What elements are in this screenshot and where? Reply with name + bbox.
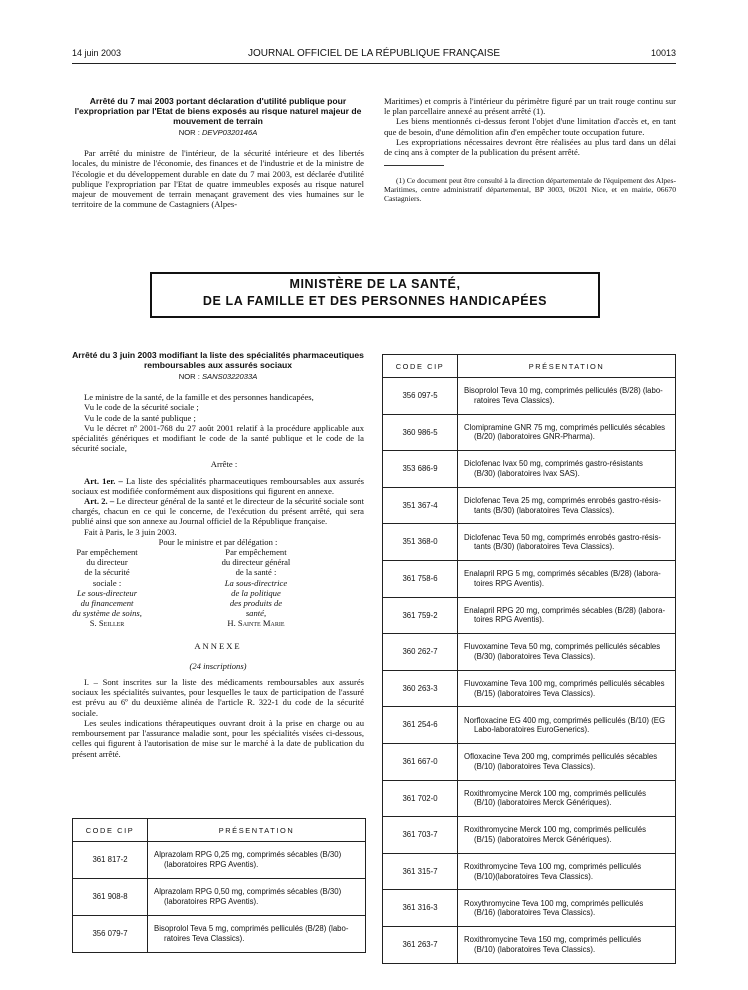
presentation-line: (B/15) (laboratoires Merck Génériques).	[474, 834, 612, 844]
code-cip-cell: 361 817-2	[73, 842, 148, 879]
presentation-cell	[458, 414, 676, 451]
signature-line: des produits de santé,	[229, 598, 283, 619]
presentation-line: Roxithromycine Teva 150 mg, comprimés pelliculés	[464, 935, 642, 945]
article-1-label: Art. 1er. –	[84, 475, 123, 486]
table-row	[73, 916, 366, 953]
signature-name: H. Sainte Marie	[227, 618, 285, 629]
presentation-line: ratoires Teva Classics).	[164, 934, 245, 943]
arrete-liste-nor	[72, 372, 364, 382]
signature-left	[72, 547, 215, 629]
presentation-line: Enalapril RPG 5 mg, comprimés sécables (B/28) (labora-	[464, 569, 661, 579]
signature-line: de la sécurité sociale :	[84, 567, 130, 588]
presentation-line: Roxithromycine Merck 100 mg, comprimés pelliculés	[464, 788, 646, 798]
presentation-cell	[458, 853, 676, 890]
code-cip-cell: 361 908-8	[73, 879, 148, 916]
ministry-heading-line1: MINISTÈRE DE LA SANTÉ,	[289, 277, 461, 291]
arrete-liste-column	[72, 350, 364, 759]
article-1-text: La liste des spécialités pharmaceutiques remboursables aux assurés sociaux est modifiée conformément aux dispositions qui figurent en annexe.	[72, 475, 364, 496]
presentation-line: Ofloxacine Teva 200 mg, comprimés pelliculés sécables	[464, 752, 658, 762]
arrete-expropriation-nor	[72, 128, 364, 138]
code-cip-cell: 356 079-7	[73, 916, 148, 953]
table-body	[73, 842, 366, 953]
code-cip-cell: 360 262-7	[383, 634, 458, 671]
arrete-liste-visa: Vu le code de la santé publique ;	[84, 412, 196, 423]
annexe-inscriptions: (24 inscriptions)	[189, 660, 247, 671]
table-row	[383, 853, 676, 890]
presentation-line: Diclofenac Ivax 50 mg, comprimés gastro-résistants	[464, 459, 643, 469]
presentation-cell	[458, 707, 676, 744]
presentation-line: Bisoprolol Teva 5 mg, comprimés pelliculés (B/28) (labo-	[154, 924, 349, 934]
presentation-cell	[458, 524, 676, 561]
code-cip-cell: 361 254-6	[383, 707, 458, 744]
article-2	[72, 496, 364, 527]
presentation-line: (B/30) (laboratoires Ivax SAS).	[474, 468, 580, 478]
presentation-cell	[458, 487, 676, 524]
presentation-line: Fluvoxamine Teva 50 mg, comprimés pelliculés sécables	[464, 642, 661, 652]
presentation-cell	[458, 743, 676, 780]
code-cip-cell: 361 758-6	[383, 560, 458, 597]
presentation-line: Diclofenac Teva 25 mg, comprimés enrobés gastro-résis-	[464, 495, 662, 505]
column-header-presentation: PRÉSENTATION	[148, 819, 366, 842]
presentation-line: (B/10)(laboratoires Teva Classics).	[474, 871, 594, 881]
code-cip-cell: 361 703-7	[383, 817, 458, 854]
table-row	[383, 560, 676, 597]
header-rule	[72, 63, 676, 64]
signature-line: de la politique	[231, 587, 281, 598]
presentation-cell	[458, 926, 676, 963]
arrete-expropriation-paragraph: Les biens mentionnés ci-dessus feront l'objet d'une limitation d'accès et, en tant que de besoin, d'une démolition afin d'en empêcher toute occupation future.	[384, 116, 676, 137]
arrete-liste-visa: Vu le code de la sécurité sociale ;	[84, 402, 199, 413]
arrete-expropriation-column-left	[72, 96, 364, 209]
column-header-code: CODE CIP	[73, 819, 148, 842]
table-row	[383, 743, 676, 780]
presentation-cell	[458, 634, 676, 671]
table-row	[383, 707, 676, 744]
presentation-cell	[148, 916, 366, 953]
presentation-cell	[458, 670, 676, 707]
arrete-expropriation-paragraph: Par arrêté du ministre de l'intérieur, de la sécurité intérieure et des libertés locales, du ministre de l'économie, des finances et de l'industrie et de la ministre de l'écologie et du développement durable en date du 7 mai 2003, est déclarée d'utilité publique l'expropriation par l'Etat de quatre immeubles exposés au risque naturel majeur de mouvement de terrain menaçant gravement des vies humaines sur le territoire de la commune de Castagniers (Alpes-	[72, 148, 364, 210]
table-row	[383, 524, 676, 561]
signature-line: La sous-directrice	[224, 577, 288, 588]
code-cip-cell: 361 759-2	[383, 597, 458, 634]
presentation-line: (laboratoires RPG Aventis).	[164, 860, 259, 869]
presentation-line: Roxythromycine Teva 100 mg, comprimés pelliculés	[464, 898, 644, 908]
presentation-line: ratoires Teva Classics).	[474, 395, 555, 405]
article-1	[72, 476, 364, 496]
code-cip-cell: 361 667-0	[383, 743, 458, 780]
annexe-paragraph: Les seules indications thérapeutiques ouvrant droit à la prise en charge ou au remboursement par l'assurance maladie sont, pour les spécialités visées ci-dessous, celles qui figurent à l'autorisation de mise sur le marché à la date de publication du présent arrêté.	[72, 717, 364, 759]
table-row	[383, 780, 676, 817]
table-body	[383, 378, 676, 964]
ministry-heading-line2: DE LA FAMILLE ET DES PERSONNES HANDICAPÉES	[202, 294, 548, 308]
presentation-cell	[458, 451, 676, 488]
presentation-line: (B/10) (laboratoires Teva Classics).	[474, 944, 596, 954]
table-header-row	[383, 355, 676, 378]
column-header-code: CODE CIP	[383, 355, 458, 378]
presentation-line: (B/10) (laboratoires Teva Classics).	[474, 761, 596, 771]
arrete-liste-intro: Le ministre de la santé, de la famille et des personnes handicapées,	[84, 392, 314, 403]
code-cip-cell: 361 316-3	[383, 890, 458, 927]
table-row	[383, 487, 676, 524]
table-row	[383, 817, 676, 854]
table-row	[73, 842, 366, 879]
annexe-paragraph: I. – Sont inscrites sur la liste des médicaments remboursables aux assurés sociaux les spécialités suivantes, pour lesquelles le taux de participation de l'assuré est prévu au 6º du deuxième alinéa de l'article R. 322-1 du code de la sécurité sociale.	[72, 677, 364, 718]
header-page-number: 10013	[650, 48, 676, 58]
presentation-line: Bisoprolol Teva 10 mg, comprimés pelliculés (B/28) (labo-	[464, 386, 663, 396]
presentation-line: (B/20) (laboratoires GNR-Pharma).	[474, 432, 595, 442]
article-2-label: Art. 2. –	[84, 496, 115, 507]
code-cip-cell: 361 702-0	[383, 780, 458, 817]
presentation-line: Enalapril RPG 20 mg, comprimés sécables (B/28) (labora-	[464, 605, 666, 615]
arrete-liste-title: Arrêté du 3 juin 2003 modifiant la liste des spécialités pharmaceutiques remboursables aux assurés sociaux	[72, 350, 364, 370]
signatures	[72, 547, 364, 629]
nor-code: DEVP0320146A	[201, 128, 258, 137]
table-row	[383, 451, 676, 488]
table-row	[383, 414, 676, 451]
arrete-expropriation-paragraph: Maritimes) et compris à l'intérieur du périmètre figuré par un trait rouge continu sur le plan parcellaire annexé au présent arrêté (1).	[384, 96, 676, 117]
code-cip-cell: 360 986-5	[383, 414, 458, 451]
presentation-cell	[148, 842, 366, 879]
nor-label: NOR :	[178, 372, 200, 381]
presentation-line: (B/16) (laboratoires Teva Classics).	[474, 908, 596, 918]
signature-line: Par empêchement du directeur	[76, 547, 138, 568]
table-header-row	[73, 819, 366, 842]
presentation-line: Norfloxacine EG 400 mg, comprimés pelliculés (B/10) (EG	[464, 715, 666, 725]
presentation-line: Clomipramine GNR 75 mg, comprimés pelliculés sécables	[464, 422, 666, 432]
signature-line: Le sous-directeur	[77, 587, 138, 598]
presentation-line: Labo-laboratoires EuroGenerics).	[474, 725, 590, 735]
presentation-line: Alprazolam RPG 0,25 mg, comprimés sécables (B/30)	[154, 850, 342, 860]
arrete-expropriation-title: Arrêté du 7 mai 2003 portant déclaration d'utilité publique pour l'expropriation par l'Etat de biens exposés au risque naturel majeur de mouvement de terrain	[74, 96, 362, 126]
presentation-cell	[458, 890, 676, 927]
presentation-cell	[148, 879, 366, 916]
presentation-cell	[458, 597, 676, 634]
code-cip-cell: 356 097-5	[383, 378, 458, 415]
footnote: (1) Ce document peut être consulté à la direction départementale de l'équipement des Alpes-Maritimes, centre administratif départemental, BP 3003, 06201 Nice, et en mairie, 06670 Castagniers.	[384, 176, 676, 204]
presentation-cell	[458, 560, 676, 597]
ministry-heading-box	[150, 272, 600, 318]
presentation-line: (B/10) (laboratoires Merck Génériques).	[474, 798, 612, 808]
presentation-line: Diclofenac Teva 50 mg, comprimés enrobés gastro-résis-	[464, 532, 662, 542]
pour-le-ministre: Pour le ministre et par délégation :	[158, 536, 278, 547]
presentation-line: (laboratoires RPG Aventis).	[164, 897, 259, 906]
signature-line: du directeur général de la santé :	[221, 557, 291, 578]
nor-code: SANS0322033A	[201, 372, 258, 381]
table-row	[383, 378, 676, 415]
presentation-line: toires RPG Aventis).	[474, 578, 545, 588]
presentation-cell	[458, 378, 676, 415]
presentation-line: toires RPG Aventis).	[474, 615, 545, 625]
column-header-presentation: PRÉSENTATION	[458, 355, 676, 378]
arrete-liste-visa: Vu le décret nº 2001-768 du 27 août 2001 relatif à la procédure applicable aux spécialités génériques et modifiant le code de la santé publique et le code de la sécurité sociale,	[72, 422, 364, 454]
table-row	[383, 926, 676, 963]
code-cip-cell: 361 263-7	[383, 926, 458, 963]
code-cip-cell: 353 686-9	[383, 451, 458, 488]
presentation-line: Fluvoxamine Teva 100 mg, comprimés pelliculés sécables	[464, 678, 665, 688]
fait-a-paris: Fait à Paris, le 3 juin 2003.	[84, 526, 177, 537]
specialites-table-right	[382, 354, 676, 964]
annexe-heading: ANNEXE	[194, 640, 242, 651]
signature-name: S. Seiller	[89, 618, 125, 629]
article-2-text: Le directeur général de la santé et le directeur de la sécurité sociale sont chargés, chacun en ce qui le concerne, de l'exécution du présent arrêté, qui sera publié ainsi que son annexe au Journal officiel de la République française.	[72, 496, 364, 527]
signature-line: Par empêchement	[225, 547, 287, 558]
code-cip-cell: 351 368-0	[383, 524, 458, 561]
arrete-liste-arrete: Arrête :	[210, 459, 238, 470]
presentation-cell	[458, 817, 676, 854]
table-row	[383, 670, 676, 707]
table-row	[383, 890, 676, 927]
header-journal-title: JOURNAL OFFICIEL DE LA RÉPUBLIQUE FRANÇAISE	[247, 48, 501, 59]
presentation-line: tants (B/30) (laboratoires Teva Classics).	[474, 505, 615, 515]
presentation-line: tants (B/30) (laboratoires Teva Classics).	[474, 542, 615, 552]
signature-right	[221, 547, 364, 629]
footnote-rule	[384, 165, 444, 166]
signature-line: du financement	[80, 598, 134, 609]
presentation-cell	[458, 780, 676, 817]
specialites-table-left	[72, 818, 366, 953]
code-cip-cell: 361 315-7	[383, 853, 458, 890]
table-row	[383, 634, 676, 671]
arrete-expropriation-paragraph: Les expropriations nécessaires devront être réalisées au plus tard dans un délai de cinq ans à compter de la publication du présent arrêté.	[384, 136, 676, 158]
code-cip-cell: 360 263-3	[383, 670, 458, 707]
header-date: 14 juin 2003	[72, 48, 122, 58]
table-row	[73, 879, 366, 916]
nor-label: NOR :	[178, 128, 200, 137]
signature-line: du système de soins,	[72, 608, 142, 619]
presentation-line: Roxithromycine Teva 100 mg, comprimés pelliculés	[464, 861, 642, 871]
presentation-line: Alprazolam RPG 0,50 mg, comprimés sécables (B/30)	[154, 887, 342, 897]
arrete-expropriation-column-right	[384, 96, 676, 203]
presentation-line: Roxithromycine Merck 100 mg, comprimés pelliculés	[464, 825, 646, 835]
table-row	[383, 597, 676, 634]
presentation-line: (B/15) (laboratoires Teva Classics).	[474, 688, 596, 698]
running-header	[72, 48, 676, 62]
code-cip-cell: 351 367-4	[383, 487, 458, 524]
presentation-line: (B/30) (laboratoires Teva Classics).	[474, 651, 596, 661]
